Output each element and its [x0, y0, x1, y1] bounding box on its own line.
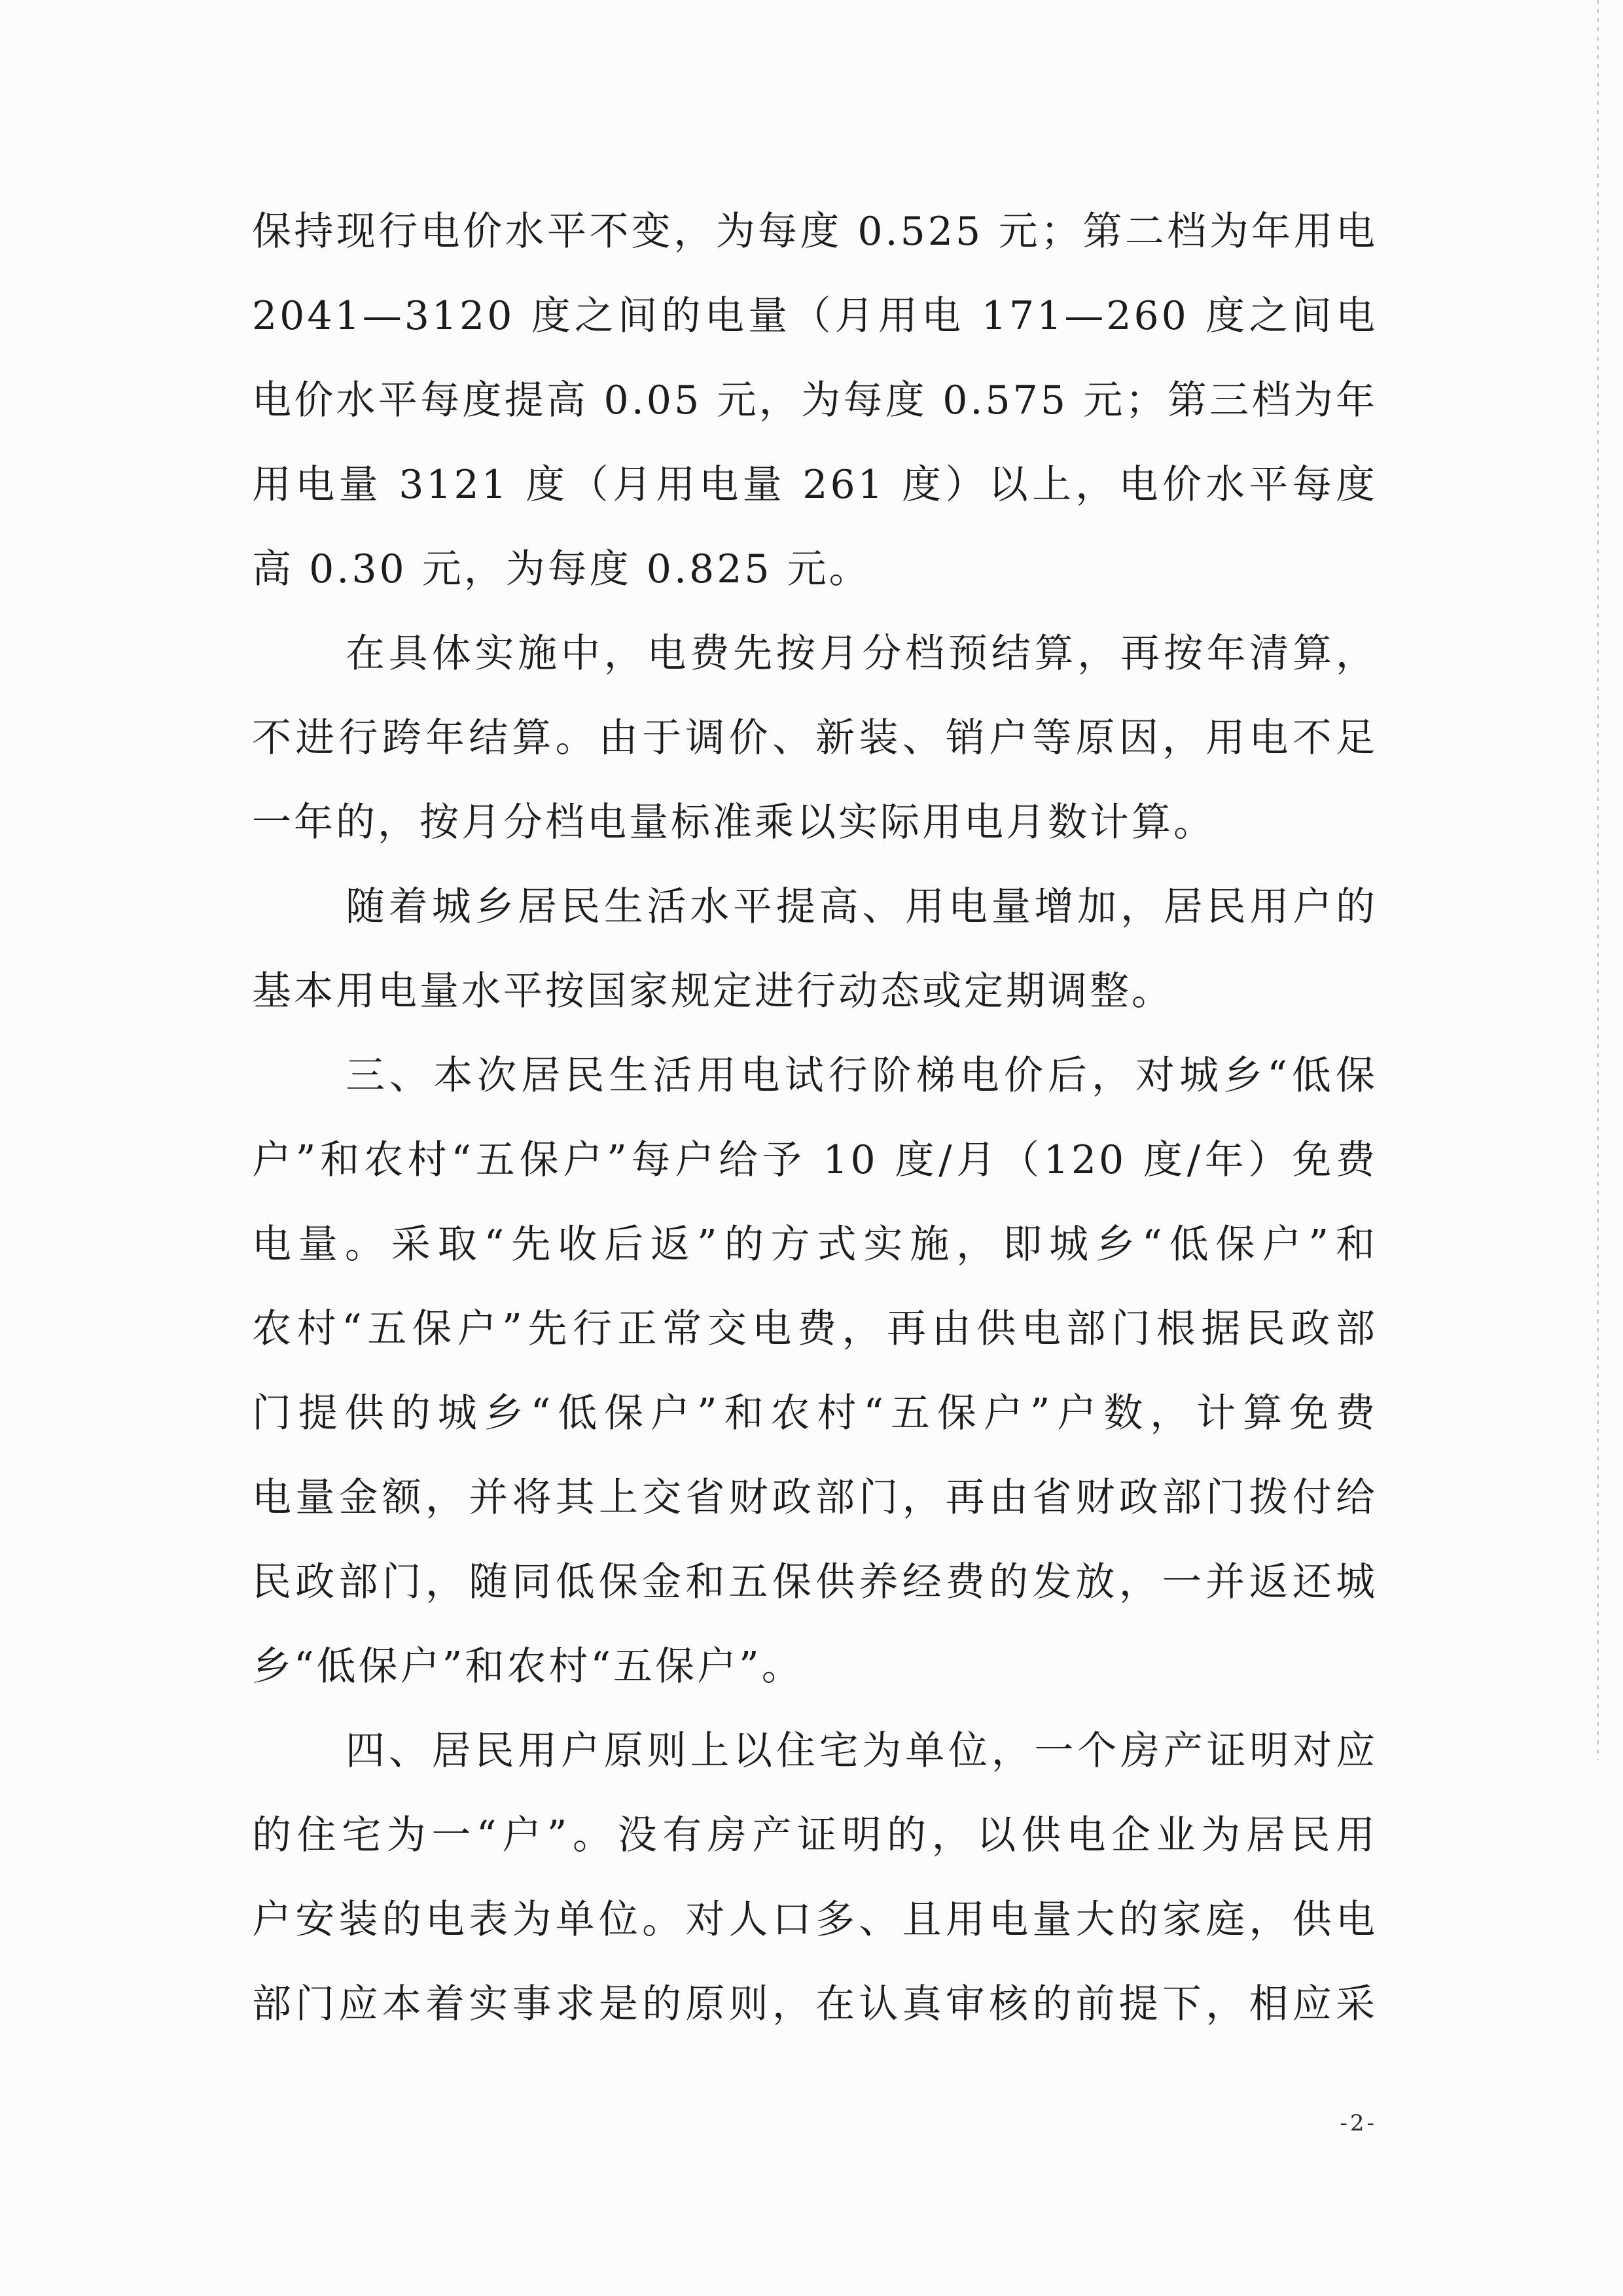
text-line: 保持现行电价水平不变，为每度 0.525 元；第二档为年用电 [252, 209, 1378, 255]
text-line: 2041—3120 度之间的电量（月用电 171—260 度之间电 [252, 293, 1378, 339]
paragraph-price-tiers [252, 190, 1378, 612]
text-line: 门提供的城乡“低保户”和农村“五保户”户数，计算免费 [252, 1390, 1378, 1436]
text-line: 三、本次居民生活用电试行阶梯电价后，对城乡“低保 [346, 1053, 1378, 1099]
text-line: 基本用电量水平按国家规定进行动态或定期调整。 [252, 968, 1173, 1014]
text-line: 户安装的电表为单位。对人口多、且用电量大的家庭，供电 [252, 1897, 1378, 1943]
text-line: 电量金额，并将其上交省财政部门，再由省财政部门拨付给 [252, 1475, 1378, 1521]
text-line: 高 0.30 元，为每度 0.825 元。 [252, 546, 871, 592]
text-line: 户”和农村“五保户”每户给予 10 度/月（120 度/年）免费 [252, 1137, 1378, 1183]
text-line: 随着城乡居民生活水平提高、用电量增加，居民用户的 [346, 884, 1378, 930]
paragraph-adjustment [252, 865, 1378, 1034]
document-body [252, 190, 1378, 2047]
text-line: 的住宅为一“户”。没有房产证明的，以供电企业为居民用 [252, 1812, 1378, 1858]
text-line: 民政部门，随同低保金和五保供养经费的发放，一并返还城 [252, 1559, 1378, 1605]
paragraph-settlement [252, 612, 1378, 865]
text-line: 在具体实施中，电费先按月分档预结算，再按年清算， [346, 631, 1378, 677]
paragraph-section-three [252, 1034, 1378, 1709]
text-line: 一年的，按月分档电量标准乘以实际用电月数计算。 [252, 800, 1215, 845]
text-line: 电量。采取“先收后返”的方式实施，即城乡“低保户”和 [252, 1222, 1378, 1267]
text-line: 农村“五保户”先行正常交电费，再由供电部门根据民政部 [252, 1306, 1378, 1352]
text-line: 乡“低保户”和农村“五保户”。 [252, 1644, 804, 1689]
paragraph-section-four [252, 1709, 1378, 2047]
text-line: 四、居民用户原则上以住宅为单位，一个房产证明对应 [346, 1728, 1378, 1774]
text-line: 不进行跨年结算。由于调价、新装、销户等原因，用电不足 [252, 715, 1378, 761]
text-line: 部门应本着实事求是的原则，在认真审核的前提下，相应采 [252, 1981, 1378, 2027]
text-line: 用电量 3121 度（月用电量 261 度）以上，电价水平每度 [252, 462, 1378, 508]
text-line: 电价水平每度提高 0.05 元，为每度 0.575 元；第三档为年 [252, 378, 1378, 423]
page-number: -2- [1340, 2110, 1377, 2136]
scan-edge-line [1597, 0, 1599, 1760]
